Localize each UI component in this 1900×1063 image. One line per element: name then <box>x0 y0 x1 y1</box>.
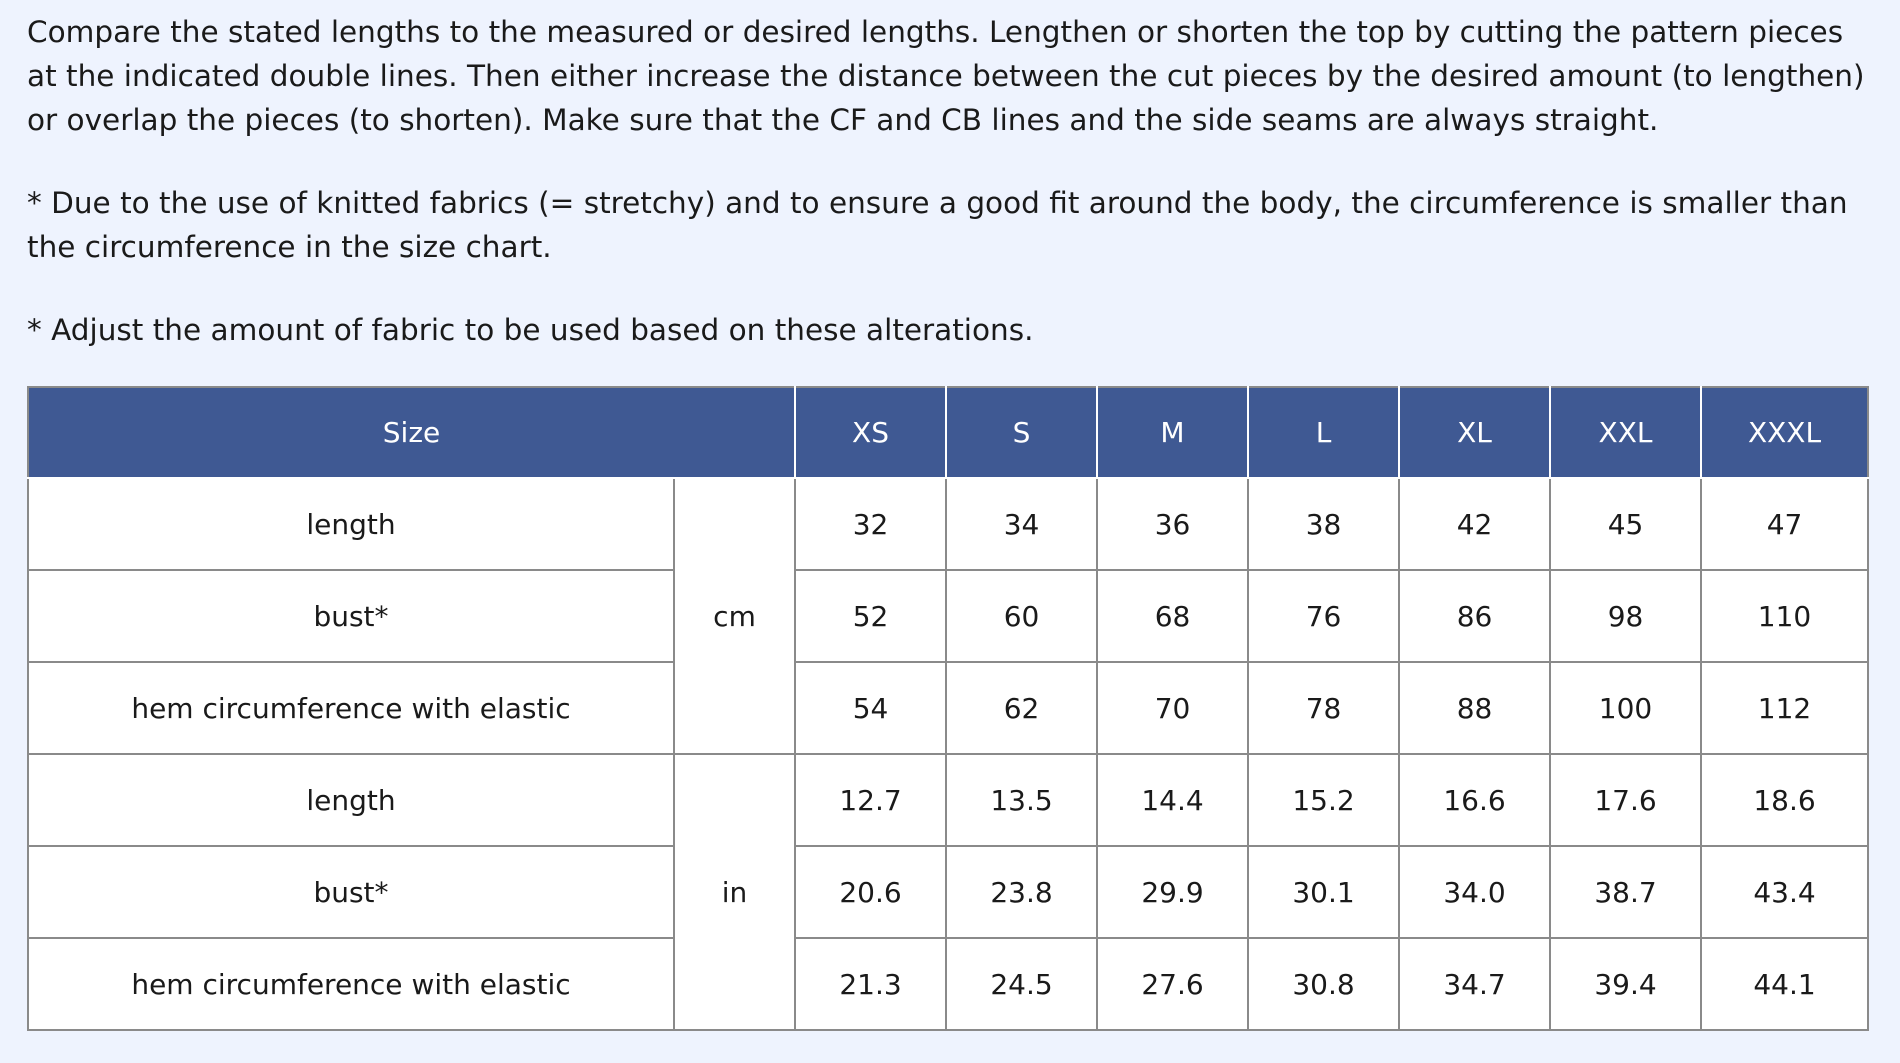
table-row <box>28 478 1868 570</box>
table-cell: 68 <box>1097 570 1248 662</box>
table-cell: 23.8 <box>946 846 1097 938</box>
table-cell: 14.4 <box>1097 754 1248 846</box>
header-size-m: M <box>1097 387 1248 478</box>
table-cell: 43.4 <box>1701 846 1868 938</box>
table-cell: 34.0 <box>1399 846 1550 938</box>
table-cell: 45 <box>1550 478 1701 570</box>
table-row <box>28 846 1868 938</box>
row-label: hem circumference with elastic <box>28 662 674 754</box>
row-label: hem circumference with elastic <box>28 938 674 1030</box>
table-cell: 34 <box>946 478 1097 570</box>
table-cell: 42 <box>1399 478 1550 570</box>
table-cell: 112 <box>1701 662 1868 754</box>
table-cell: 78 <box>1248 662 1399 754</box>
table-cell: 44.1 <box>1701 938 1868 1030</box>
table-cell: 47 <box>1701 478 1868 570</box>
table-cell: 20.6 <box>795 846 946 938</box>
table-cell: 17.6 <box>1550 754 1701 846</box>
row-label: bust* <box>28 570 674 662</box>
table-row <box>28 938 1868 1030</box>
table-cell: 32 <box>795 478 946 570</box>
size-chart-table <box>27 386 1869 1031</box>
table-cell: 29.9 <box>1097 846 1248 938</box>
header-size-xxl: XXL <box>1550 387 1701 478</box>
table-row <box>28 754 1868 846</box>
header-size-label: Size <box>28 387 795 478</box>
table-cell: 98 <box>1550 570 1701 662</box>
header-size-s: S <box>946 387 1097 478</box>
table-row <box>28 570 1868 662</box>
table-cell: 62 <box>946 662 1097 754</box>
row-label: bust* <box>28 846 674 938</box>
table-row <box>28 662 1868 754</box>
table-cell: 21.3 <box>795 938 946 1030</box>
header-size-xl: XL <box>1399 387 1550 478</box>
row-label: length <box>28 478 674 570</box>
table-cell: 86 <box>1399 570 1550 662</box>
instructions-paragraph-fabric-amount: * Adjust the amount of fabric to be used based on these alterations. <box>27 313 1034 347</box>
instructions-paragraph-knitted-fabrics: * Due to the use of knitted fabrics (= stretchy) and to ensure a good fit around the body, the circumference is smaller than the circumference in the size chart. <box>27 186 1848 264</box>
header-size-l: L <box>1248 387 1399 478</box>
table-cell: 100 <box>1550 662 1701 754</box>
table-cell: 36 <box>1097 478 1248 570</box>
instructions-text <box>27 10 1877 391</box>
table-cell: 16.6 <box>1399 754 1550 846</box>
unit-cell-in: in <box>674 754 795 1030</box>
table-cell: 30.8 <box>1248 938 1399 1030</box>
header-size-xxxl: XXXL <box>1701 387 1868 478</box>
table-cell: 18.6 <box>1701 754 1868 846</box>
table-cell: 24.5 <box>946 938 1097 1030</box>
instructions-paragraph-alterations: Compare the stated lengths to the measured or desired lengths. Lengthen or shorten the top by cutting the pattern pieces at the indicated double lines. Then either increase the distance between the cut pieces by the desired amount (to lengthen) or overlap the pieces (to shorten). Make sure that the CF and CB lines and the side seams are always straight. <box>27 15 1865 137</box>
table-cell: 60 <box>946 570 1097 662</box>
unit-cell-cm: cm <box>674 478 795 754</box>
table-cell: 39.4 <box>1550 938 1701 1030</box>
table-cell: 110 <box>1701 570 1868 662</box>
table-cell: 13.5 <box>946 754 1097 846</box>
table-cell: 15.2 <box>1248 754 1399 846</box>
row-label: length <box>28 754 674 846</box>
table-cell: 38 <box>1248 478 1399 570</box>
table-cell: 54 <box>795 662 946 754</box>
table-cell: 76 <box>1248 570 1399 662</box>
table-cell: 27.6 <box>1097 938 1248 1030</box>
table-cell: 34.7 <box>1399 938 1550 1030</box>
table-cell: 12.7 <box>795 754 946 846</box>
header-size-xs: XS <box>795 387 946 478</box>
table-header-row <box>28 387 1868 478</box>
table-cell: 30.1 <box>1248 846 1399 938</box>
table-cell: 88 <box>1399 662 1550 754</box>
table-cell: 38.7 <box>1550 846 1701 938</box>
table-cell: 70 <box>1097 662 1248 754</box>
table-cell: 52 <box>795 570 946 662</box>
